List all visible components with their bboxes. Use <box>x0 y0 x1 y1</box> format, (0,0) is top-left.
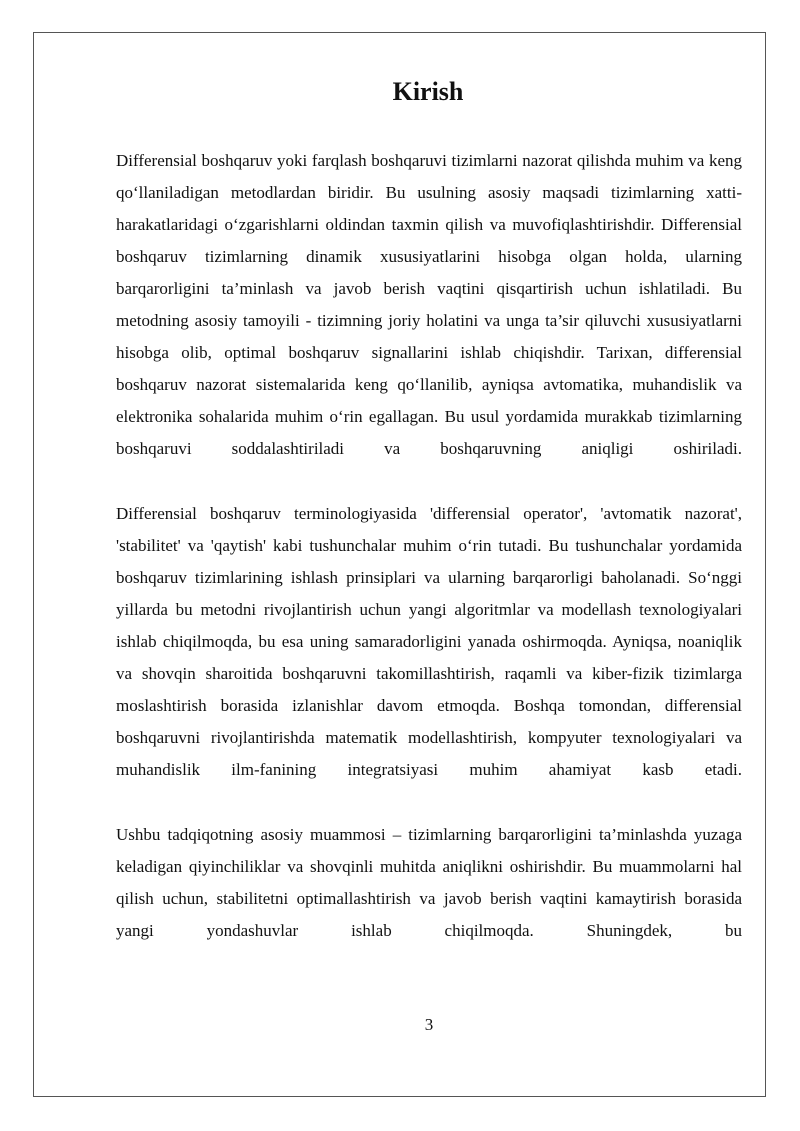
page-number: 3 <box>424 1015 434 1034</box>
document-body <box>116 145 742 947</box>
paragraph-terminology: Differensial boshqaruv terminologiyasida 'differensial operator', 'avtomatik nazorat', 'stabilitet' va 'qaytish' kabi tushunchalar muhim o‘rin tutadi. Bu tushunchalar yordamida boshqaruv tizimlarining ishlash prinsiplari va ularning barqarorligi baholanadi. So‘nggi yillarda bu metodni rivojlantirish uchun yangi algoritmlar va modellash texnologiyalari ishlab chiqilmoqda, bu esa uning samaradorligini yanada oshirmoqda. Ayniqsa, noaniqlik va shovqin sharoitida boshqaruvni takomillashtirish, raqamli va kiber-fizik tizimlarga moslashtirish borasida izlanishlar davom etmoqda. Boshqa tomondan, differensial boshqaruvni rivojlantirishda matematik modellashtirish, kompyuter texnologiyalari va muhandislik ilm-fanining integratsiyasi muhim ahamiyat kasb etadi. <box>116 504 742 779</box>
paragraph-problem: Ushbu tadqiqotning asosiy muammosi – tizimlarning barqarorligini ta’minlashda yuzaga keladigan qiyinchiliklar va shovqinli muhitda aniqlikni oshirishdir. Bu muammolarni hal qilish uchun, stabilitetni optimallashtirish va javob berish vaqtini kamaytirish borasida yangi yondashuvlar ishlab chiqilmoqda. Shuningdek, bu <box>116 825 742 940</box>
paragraph-introduction: Differensial boshqaruv yoki farqlash boshqaruvi tizimlarni nazorat qilishda muhim va keng qo‘llaniladigan metodlardan biridir. Bu usulning asosiy maqsadi tizimlarning xatti-harakatlaridagi o‘zgarishlarni oldindan taxmin qilish va muvofiqlashtirishdir. Differensial boshqaruv tizimlarning dinamik xususiyatlarini hisobga olgan holda, ularning barqarorligini ta’minlash va javob berish vaqtini qisqartirish uchun ishlatiladi. Bu metodning asosiy tamoyili - tizimning joriy holatini va unga ta’sir qiluvchi xususiyatlarni hisobga olib, optimal boshqaruv signallarini ishlab chiqishdir. Tarixan, differensial boshqaruv nazorat sistemalarida keng qo‘llanilib, ayniqsa avtomatika, muhandislik va elektronika sohalarida muhim o‘rin egallagan. Bu usul yordamida murakkab tizimlarning boshqaruvi soddalashtiriladi va boshqaruvning aniqligi oshiriladi. <box>116 151 742 458</box>
page-title: Kirish <box>392 77 464 106</box>
